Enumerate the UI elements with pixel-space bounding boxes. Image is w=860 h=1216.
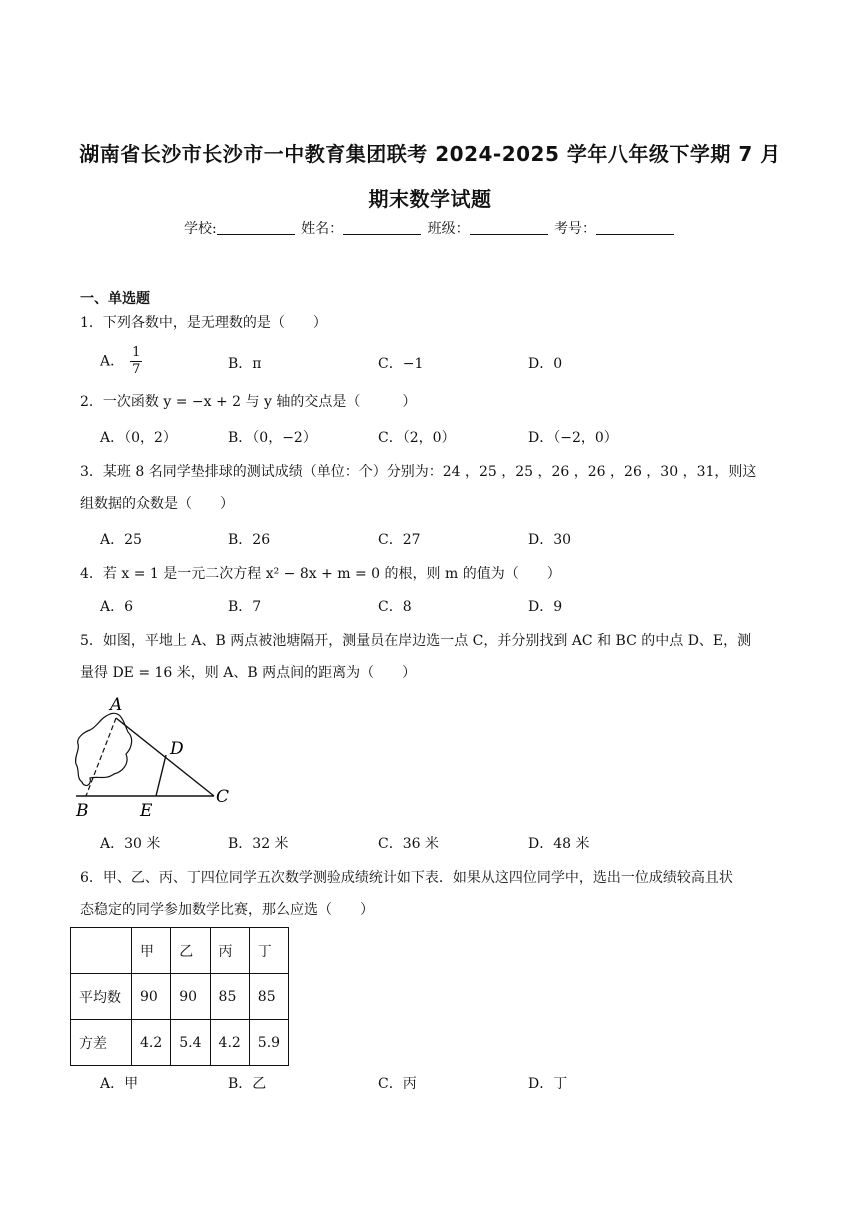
table-cell: 平均数 bbox=[71, 974, 132, 1020]
pond-triangle-figure bbox=[70, 692, 250, 822]
option-d: D．0 bbox=[528, 356, 563, 372]
option-d: D．9 bbox=[528, 599, 563, 615]
option-d: D．48 米 bbox=[528, 836, 590, 852]
option-d: D．丁 bbox=[528, 1076, 568, 1092]
class-blank bbox=[470, 220, 548, 235]
table-header-row bbox=[71, 928, 289, 974]
table-cell: 方差 bbox=[71, 1020, 132, 1066]
exam-title-line1: 湖南省长沙市长沙市一中教育集团联考 2024-2025 学年八年级下学期 7 月 bbox=[79, 142, 781, 166]
table-header-cell: 丁 bbox=[249, 928, 288, 974]
table-cell: 90 bbox=[171, 974, 210, 1020]
class-label: 班级： bbox=[427, 221, 470, 237]
option-b: B．26 bbox=[228, 532, 271, 548]
table-cell: 4.2 bbox=[132, 1020, 171, 1066]
fraction-denominator: 7 bbox=[132, 362, 141, 377]
question-6-stem-line1: 6．甲、乙、丙、丁四位同学五次数学测验成绩统计如下表．如果从这四位同学中，选出一位成绩较高且状 bbox=[80, 870, 733, 886]
question-4-stem: 4．若 x = 1 是一元二次方程 x² − 8x + m = 0 的根，则 m 的值为（ ） bbox=[80, 566, 561, 582]
question-2-options bbox=[100, 427, 800, 451]
point-d-label: D bbox=[170, 739, 184, 759]
option-c: C．丙 bbox=[378, 1076, 417, 1092]
option-a: A．（0，2） bbox=[100, 430, 177, 446]
point-c-label: C bbox=[216, 787, 230, 807]
point-b-label: B bbox=[76, 801, 89, 821]
table-header-cell: 乙 bbox=[171, 928, 210, 974]
number-label: 考号： bbox=[554, 221, 597, 237]
score-stats-table bbox=[70, 927, 289, 1066]
exam-title-line2: 期末数学试题 bbox=[368, 187, 492, 211]
student-info-row bbox=[0, 218, 860, 238]
fraction bbox=[130, 345, 142, 378]
section-heading: 一、单选题 bbox=[80, 291, 150, 307]
table-header-cell bbox=[71, 928, 132, 974]
table-header-cell: 丙 bbox=[210, 928, 249, 974]
question-6-stem-line2: 态稳定的同学参加数学比赛，那么应选（ ） bbox=[80, 902, 374, 918]
segment-de bbox=[156, 755, 166, 796]
option-b: B．乙 bbox=[228, 1076, 267, 1092]
option-b: B．π bbox=[228, 356, 262, 372]
question-1-options bbox=[100, 345, 800, 377]
school-label: 学校: bbox=[183, 221, 217, 237]
option-b: B．32 米 bbox=[228, 836, 289, 852]
option-c: C．8 bbox=[378, 599, 412, 615]
option-c: C．36 米 bbox=[378, 836, 439, 852]
question-3-stem-line1: 3．某班 8 名同学垫排球的测试成绩（单位：个）分别为：24 ，25 ，25 ，26 ，26 ，26 ，30 ，31，则这 bbox=[80, 464, 757, 480]
option-c: C．−1 bbox=[378, 356, 424, 372]
option-b: B．7 bbox=[228, 599, 262, 615]
option-c: C．（2，0） bbox=[378, 430, 456, 446]
question-3-stem-line2: 组数据的众数是（ ） bbox=[80, 496, 234, 512]
number-blank bbox=[596, 220, 674, 235]
table-cell: 5.9 bbox=[249, 1020, 288, 1066]
table-cell: 85 bbox=[249, 974, 288, 1020]
table-row bbox=[71, 974, 289, 1020]
question-5-options bbox=[100, 833, 800, 857]
option-d: D．30 bbox=[528, 532, 572, 548]
option-d: D．（−2，0） bbox=[528, 430, 618, 446]
question-5-stem-line2: 量得 DE = 16 米，则 A、B 两点间的距离为（ ） bbox=[80, 665, 417, 681]
point-e-label: E bbox=[140, 801, 153, 821]
table-cell: 4.2 bbox=[210, 1020, 249, 1066]
question-5-stem-line1: 5．如图，平地上 A、B 两点被池塘隔开，测量员在岸边选一点 C，并分别找到 AC 和 BC 的中点 D、E，测 bbox=[80, 633, 752, 649]
option-b: B．（0，−2） bbox=[228, 430, 317, 446]
question-6-options bbox=[100, 1073, 800, 1097]
name-label: 姓名： bbox=[301, 221, 344, 237]
option-a: A．6 bbox=[100, 599, 134, 615]
option-a-prefix: A． bbox=[100, 353, 125, 370]
table-header-cell: 甲 bbox=[132, 928, 171, 974]
name-blank bbox=[343, 220, 421, 235]
fraction-numerator: 1 bbox=[132, 345, 141, 360]
option-a: A．甲 bbox=[100, 1076, 139, 1092]
question-2-stem: 2．一次函数 y = −x + 2 与 y 轴的交点是（ ） bbox=[80, 394, 417, 410]
question-4-options bbox=[100, 596, 800, 620]
table-cell: 85 bbox=[210, 974, 249, 1020]
table-cell: 90 bbox=[132, 974, 171, 1020]
option-a: A．30 米 bbox=[100, 836, 161, 852]
point-a-label: A bbox=[110, 695, 123, 715]
option-a: A．25 bbox=[100, 532, 142, 548]
school-blank bbox=[217, 220, 295, 235]
question-3-options bbox=[100, 529, 800, 553]
table-row bbox=[71, 1020, 289, 1066]
option-a bbox=[100, 345, 142, 378]
table-cell: 5.4 bbox=[171, 1020, 210, 1066]
option-c: C．27 bbox=[378, 532, 421, 548]
question-1-stem: 1．下列各数中，是无理数的是（ ） bbox=[80, 315, 327, 331]
